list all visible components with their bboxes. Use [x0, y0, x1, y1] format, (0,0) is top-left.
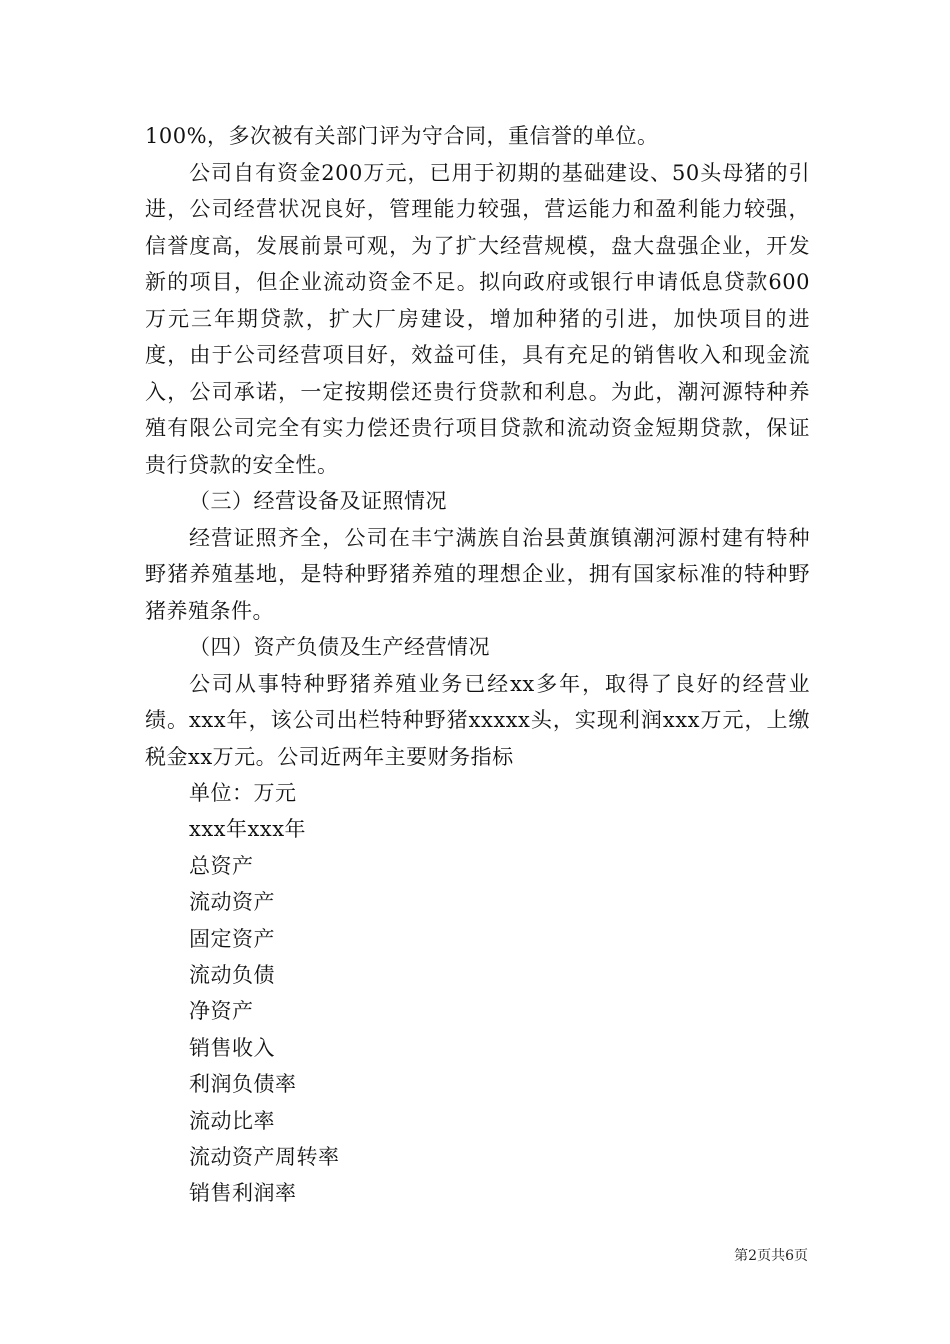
section-heading-equipment: （三）经营设备及证照情况: [189, 489, 447, 513]
list-item-current-liabilities: 流动负债: [189, 963, 275, 988]
list-item-net-assets: 净资产: [189, 999, 254, 1024]
paragraph-licenses: 经营证照齐全，公司在丰宁满族自治县黄旗镇潮河源村建有特种野猪养殖基地，是特种野猪养殖的理想企业，拥有国家标准的特种野猪养殖条件。: [145, 525, 810, 623]
paragraph-operations: 公司从事特种野猪养殖业务已经xx多年，取得了良好的经营业绩。xxx年，该公司出栏特种野猪xxxxx头，实现利润xxx万元，上缴税金xx万元。公司近两年主要财务指标: [145, 671, 810, 769]
list-item-sales-revenue: 销售收入: [189, 1035, 275, 1060]
list-item-years: xxx年xxx年: [189, 817, 307, 842]
list-item-sales-margin: 销售利润率: [189, 1181, 297, 1206]
list-item-asset-turnover: 流动资产周转率: [189, 1145, 340, 1170]
list-item-current-ratio: 流动比率: [189, 1108, 275, 1133]
paragraph-continuation: 100%，多次被有关部门评为守合同，重信誉的单位。: [145, 124, 659, 148]
list-item-total-assets: 总资产: [189, 853, 254, 878]
page-number-footer: 第2页共6页: [734, 1248, 808, 1264]
section-heading-assets: （四）资产负债及生产经营情况: [189, 635, 490, 659]
list-item-fixed-assets: 固定资产: [189, 926, 275, 951]
paragraph-funding: 公司自有资金200万元，已用于初期的基础建设、50头母猪的引进，公司经营状况良好，管理能力较强，营运能力和盈利能力较强，信誉度高，发展前景可观，为了扩大经营规模，盘大盘强企业，开发新的项目，但企业流动资金不足。拟向政府或银行申请低息贷款600万元三年期贷款，扩大厂房建设，增加种猪的引进，加快项目的进度，由于公司经营项目好，效益可佳，具有充足的销售收入和现金流入，公司承诺，一定按期偿还贵行贷款和利息。为此，潮河源特种养殖有限公司完全有实力偿还贵行项目贷款和流动资金短期贷款，保证贵行贷款的安全性。: [145, 160, 810, 477]
list-item-profit-debt-ratio: 利润负债率: [189, 1072, 297, 1097]
list-item-current-assets: 流动资产: [189, 890, 275, 915]
list-item-unit: 单位：万元: [189, 781, 297, 805]
document-body: [145, 118, 810, 1212]
